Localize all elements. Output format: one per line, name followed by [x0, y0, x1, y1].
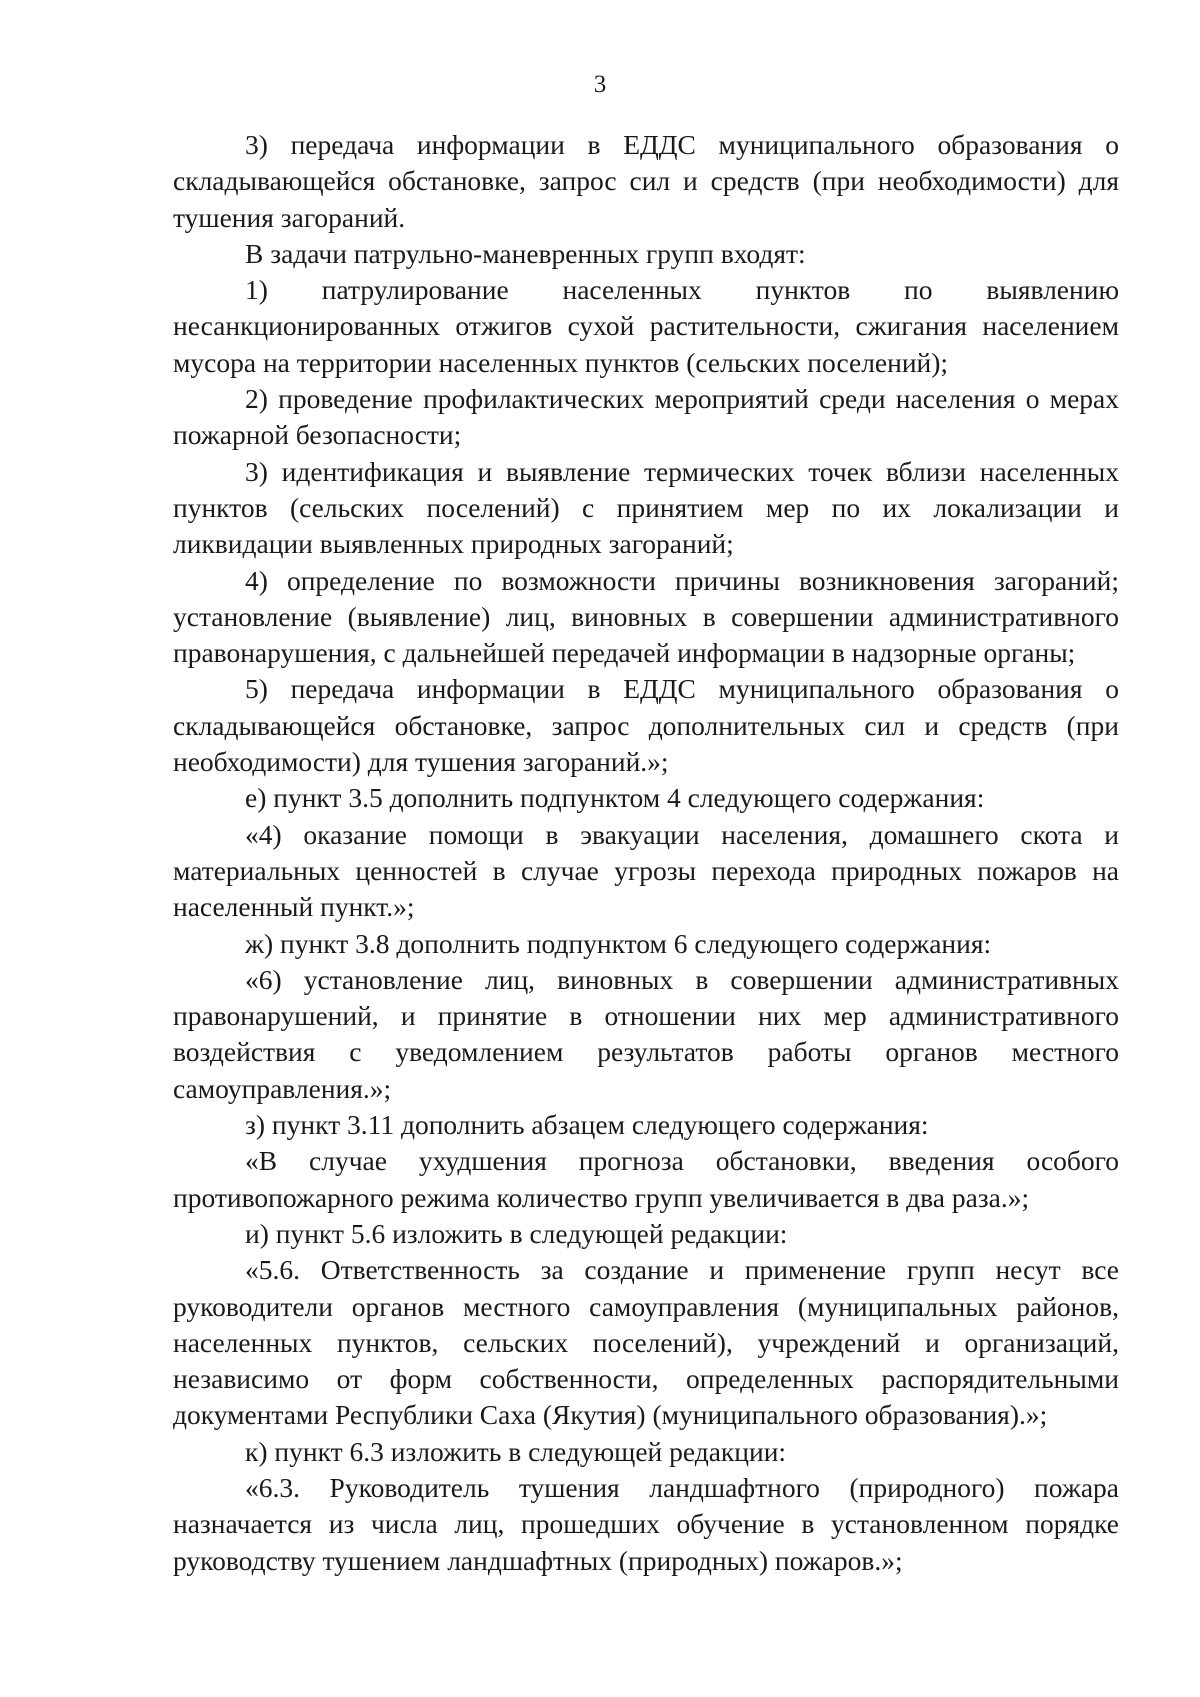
paragraph: 3) идентификация и выявление термических точек вблизи населенных пунктов (сельских поселений) с принятием мер по их локализации и ликвидации выявленных природных загораний; — [173, 455, 1119, 560]
paragraph: 5) передача информации в ЕДДС муниципального образования о складывающейся обстановке, запрос дополнительных сил и средств (при необходимости) для тушения загораний.»; — [173, 673, 1119, 778]
page-number: 3 — [593, 71, 607, 98]
paragraph: к) пункт 6.3 изложить в следующей редакции: — [245, 1435, 787, 1467]
paragraph: 1) патрулирование населенных пунктов по выявлению несанкционированных отжигов сухой растительности, сжигания населением мусора на территории населенных пунктов (сельских поселений); — [173, 274, 1119, 378]
paragraph: «5.6. Ответственность за создание и применение групп несут все руководители органов местного самоуправления (муниципальных районов, населенных пунктов, сельских поселений), учреждений и организаций, независимо от форм собственности, определенных распорядительными документами Республики Саха (Якутия) (муниципального образования).»; — [173, 1254, 1119, 1431]
paragraph: 4) определение по возможности причины возникновения загораний; установление (выявление) лиц, виновных в совершении административного правонарушения, с дальнейшей передачей информации в надзорные органы; — [173, 564, 1119, 669]
paragraph: «В случае ухудшения прогноза обстановки, введения особого противопожарного режима количество групп увеличивается в два раза.»; — [173, 1145, 1119, 1213]
paragraph: 2) проведение профилактических мероприятий среди населения о мерах пожарной безопасности; — [173, 383, 1119, 451]
paragraph: В задачи патрульно-маневренных групп входят: — [245, 237, 806, 269]
paragraph: «6.3. Руководитель тушения ландшафтного (природного) пожара назначается из числа лиц, прошедших обучение в установленном порядке руководству тушением ландшафтных (природных) пожаров.»; — [173, 1471, 1119, 1576]
paragraph: ж) пункт 3.8 дополнить подпунктом 6 следующего содержания: — [245, 927, 992, 959]
paragraph: и) пункт 5.6 изложить в следующей редакции: — [245, 1217, 788, 1249]
paragraph: 3) передача информации в ЕДДС муниципального образования о складывающейся обстановке, запрос сил и средств (при необходимости) для тушения загораний. — [173, 129, 1119, 233]
paragraph: «4) оказание помощи в эвакуации населения, домашнего скота и материальных ценностей в случае угрозы перехода природных пожаров на населенный пункт.»; — [173, 818, 1119, 923]
paragraph: з) пункт 3.11 дополнить абзацем следующего содержания: — [245, 1109, 929, 1141]
paragraph: е) пункт 3.5 дополнить подпунктом 4 следующего содержания: — [245, 782, 985, 814]
document-body — [173, 127, 1119, 1579]
paragraph: «6) установление лиц, виновных в совершении административных правонарушений, и принятие в отношении них мер административного воздействия с уведомлением результатов работы органов местного самоуправления.»; — [173, 963, 1119, 1104]
